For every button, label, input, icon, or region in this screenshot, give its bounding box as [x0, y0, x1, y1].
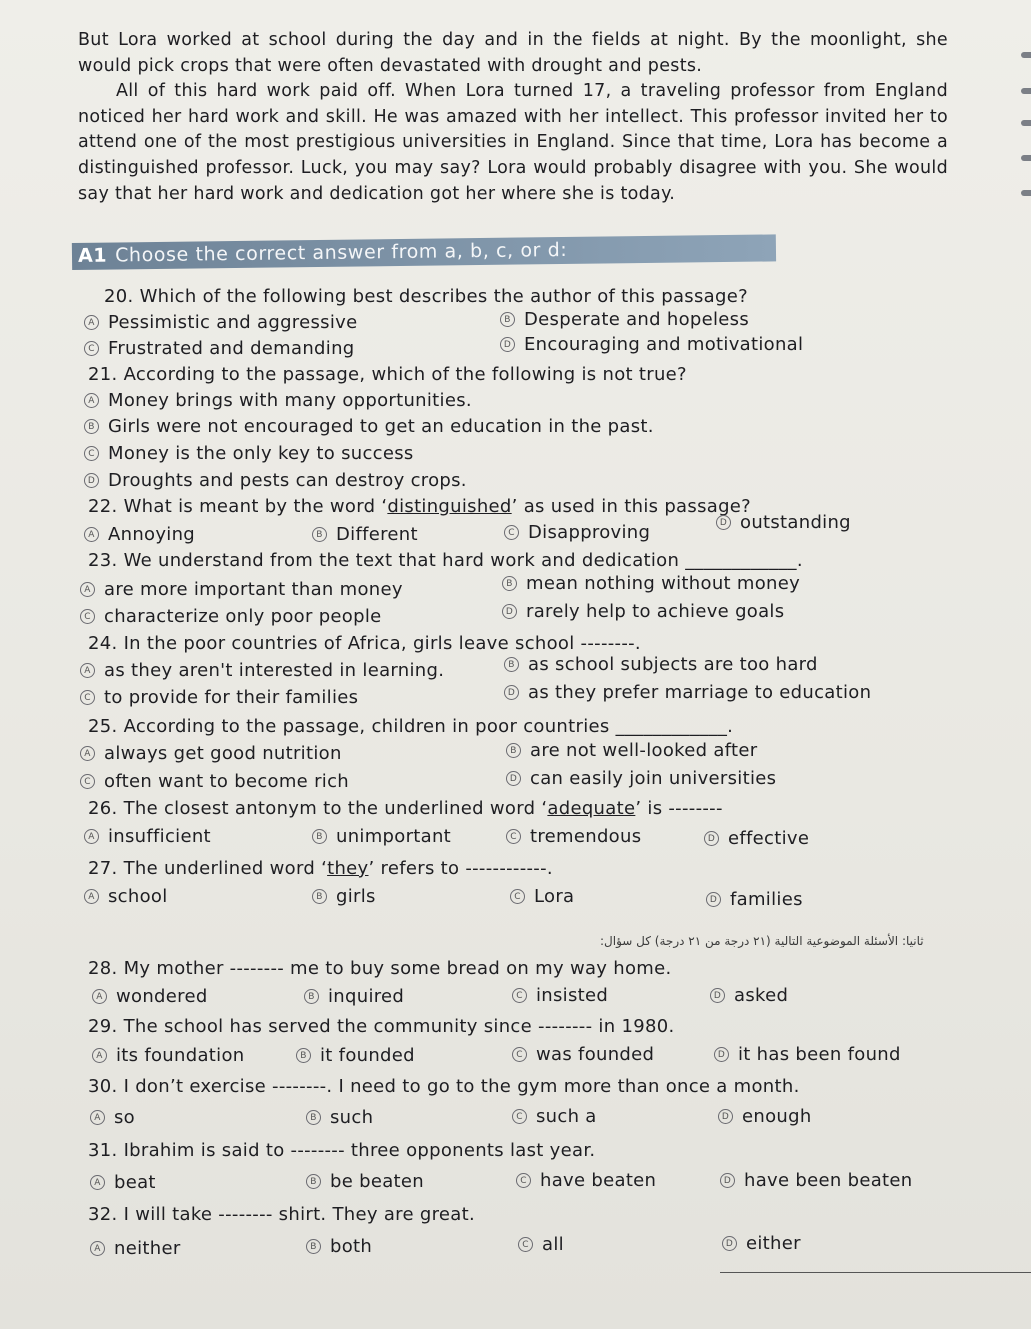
option-circle-icon: A [84, 527, 99, 542]
edge-mark [1021, 52, 1031, 58]
edge-mark [1021, 155, 1031, 161]
option-24-d[interactable]: D as they prefer marriage to education [504, 682, 871, 703]
option-27-b[interactable]: B girls [312, 886, 376, 907]
option-20-b[interactable]: B Desperate and hopeless [500, 309, 749, 330]
option-circle-icon: D [710, 988, 725, 1003]
option-26-c[interactable]: C tremendous [506, 826, 641, 847]
option-21-a[interactable]: A Money brings with many opportunities. [84, 390, 472, 411]
option-circle-icon: B [306, 1174, 321, 1189]
option-circle-icon: B [306, 1110, 321, 1125]
option-circle-icon: A [90, 1175, 105, 1190]
option-27-d[interactable]: D families [706, 889, 803, 910]
option-circle-icon: C [512, 1047, 527, 1062]
option-circle-icon: D [704, 831, 719, 846]
option-circle-icon: D [716, 515, 731, 530]
option-circle-icon: C [510, 889, 525, 904]
option-circle-icon: B [84, 419, 99, 434]
option-22-c[interactable]: C Disapproving [504, 522, 650, 543]
passage-paragraph-2: All of this hard work paid off. When Lora turned 17, a traveling professor from England noticed her hard work and skill. He was amazed with her intellect. This professor invited her to attend one of the most prestigious universities in England. Since that time, Lora has become a distinguished professor. Luck, you may say? Lora would probably disagree with you. She would say that her hard work and dedication got her where she is today. [78, 81, 948, 204]
option-circle-icon: B [296, 1048, 311, 1063]
edge-mark [1021, 120, 1031, 126]
reading-passage [78, 28, 948, 207]
question-26: 26. The closest antonym to the underlined word ‘adequate’ is -------- [88, 798, 723, 819]
option-24-c[interactable]: C to provide for their families [80, 687, 358, 708]
option-32-a[interactable]: A neither [90, 1238, 181, 1259]
option-circle-icon: C [504, 525, 519, 540]
question-21: 21. According to the passage, which of the following is not true? [88, 364, 687, 385]
option-20-a[interactable]: A Pessimistic and aggressive [84, 312, 357, 333]
edge-mark [1021, 88, 1031, 94]
option-circle-icon: A [90, 1241, 105, 1256]
option-31-a[interactable]: A beat [90, 1172, 156, 1193]
section-code: A1 [77, 244, 108, 267]
option-circle-icon: B [312, 889, 327, 904]
option-circle-icon: C [80, 690, 95, 705]
option-circle-icon: D [714, 1047, 729, 1062]
option-circle-icon: D [84, 473, 99, 488]
option-30-b[interactable]: B such [306, 1107, 373, 1128]
option-circle-icon: B [312, 527, 327, 542]
question-24: 24. In the poor countries of Africa, girls leave school --------. [88, 633, 641, 654]
option-circle-icon: A [80, 746, 95, 761]
option-circle-icon: B [500, 312, 515, 327]
option-circle-icon: A [84, 315, 99, 330]
option-20-c[interactable]: C Frustrated and demanding [84, 338, 355, 359]
option-31-d[interactable]: D have been beaten [720, 1170, 912, 1191]
option-circle-icon: D [706, 892, 721, 907]
option-27-c[interactable]: C Lora [510, 886, 574, 907]
question-28: 28. My mother -------- me to buy some bread on my way home. [88, 958, 672, 979]
option-circle-icon: A [84, 393, 99, 408]
option-30-d[interactable]: D enough [718, 1106, 812, 1127]
option-circle-icon: B [506, 743, 521, 758]
option-24-b[interactable]: B as school subjects are too hard [504, 654, 818, 675]
option-circle-icon: D [502, 604, 517, 619]
option-32-d[interactable]: D either [722, 1233, 801, 1254]
option-circle-icon: C [512, 1109, 527, 1124]
option-circle-icon: B [504, 657, 519, 672]
question-32: 32. I will take -------- shirt. They are great. [88, 1204, 475, 1225]
section-title: Choose the correct answer from a, b, c, or d: [114, 238, 568, 267]
option-28-b[interactable]: B inquired [304, 986, 404, 1007]
option-circle-icon: D [504, 685, 519, 700]
option-24-a[interactable]: A as they aren't interested in learning. [80, 660, 444, 681]
option-26-a[interactable]: A insufficient [84, 826, 211, 847]
option-22-a[interactable]: A Annoying [84, 524, 195, 545]
option-22-b[interactable]: B Different [312, 524, 418, 545]
question-30: 30. I don’t exercise --------. I need to go to the gym more than once a month. [88, 1076, 800, 1097]
option-23-c[interactable]: C characterize only poor people [80, 606, 382, 627]
option-25-b[interactable]: B are not well-looked after [506, 740, 757, 761]
question-23: 23. We understand from the text that hard work and dedication ____________. [88, 550, 803, 571]
option-23-d[interactable]: D rarely help to achieve goals [502, 601, 784, 622]
option-circle-icon: D [720, 1173, 735, 1188]
option-circle-icon: B [306, 1239, 321, 1254]
question-27: 27. The underlined word ‘they’ refers to ------------. [88, 858, 553, 879]
option-circle-icon: A [92, 989, 107, 1004]
option-21-b[interactable]: B Girls were not encouraged to get an education in the past. [84, 416, 654, 437]
edge-mark [1021, 190, 1031, 196]
option-circle-icon: A [92, 1048, 107, 1063]
option-circle-icon: B [304, 989, 319, 1004]
option-circle-icon: C [84, 446, 99, 461]
option-circle-icon: D [722, 1236, 737, 1251]
option-circle-icon: A [84, 829, 99, 844]
option-26-d[interactable]: D effective [704, 828, 809, 849]
bottom-divider [720, 1272, 1031, 1273]
option-23-a[interactable]: A are more important than money [80, 579, 403, 600]
option-31-c[interactable]: C have beaten [516, 1170, 656, 1191]
option-circle-icon: A [90, 1110, 105, 1125]
option-circle-icon: C [516, 1173, 531, 1188]
option-28-a[interactable]: A wondered [92, 986, 208, 1007]
option-circle-icon: B [312, 829, 327, 844]
option-circle-icon: D [500, 337, 515, 352]
option-circle-icon: C [518, 1237, 533, 1252]
underlined-word: adequate [547, 798, 636, 819]
option-circle-icon: C [80, 609, 95, 624]
option-circle-icon: C [512, 988, 527, 1003]
option-25-a[interactable]: A always get good nutrition [80, 743, 342, 764]
underlined-word: distinguished [387, 496, 512, 517]
passage-paragraph-1: But Lora worked at school during the day and in the fields at night. By the moonlight, she would pick crops that were often devastated with drought and pests. [78, 30, 948, 76]
option-32-b[interactable]: B both [306, 1236, 372, 1257]
option-30-a[interactable]: A so [90, 1107, 135, 1128]
option-circle-icon: B [502, 576, 517, 591]
option-23-b[interactable]: B mean nothing without money [502, 573, 800, 594]
option-circle-icon: A [80, 582, 95, 597]
question-22: 22. What is meant by the word ‘distinguished’ as used in this passage? [88, 496, 752, 517]
question-31: 31. Ibrahim is said to -------- three opponents last year. [88, 1140, 596, 1161]
question-20: 20. Which of the following best describes the author of this passage? [104, 286, 748, 307]
underlined-word: they [327, 858, 369, 879]
option-25-d[interactable]: D can easily join universities [506, 768, 776, 789]
option-circle-icon: C [80, 774, 95, 789]
option-circle-icon: A [84, 889, 99, 904]
option-circle-icon: C [84, 341, 99, 356]
question-25: 25. According to the passage, children in poor countries ____________. [88, 716, 734, 737]
option-29-b[interactable]: B it founded [296, 1045, 415, 1066]
option-circle-icon: A [80, 663, 95, 678]
option-30-c[interactable]: C such a [512, 1106, 597, 1127]
option-31-b[interactable]: B be beaten [306, 1171, 424, 1192]
option-21-c[interactable]: C Money is the only key to success [84, 443, 414, 464]
option-29-a[interactable]: A its foundation [92, 1045, 244, 1066]
option-25-c[interactable]: C often want to become rich [80, 771, 349, 792]
option-circle-icon: D [506, 771, 521, 786]
option-22-d[interactable]: D outstanding [716, 512, 851, 533]
arabic-section-heading: ثانيا: الأسئلة الموضوعية التالية (٢١ درجة من ٢١ درجة) كل سؤال: [600, 934, 924, 948]
option-28-c[interactable]: C insisted [512, 985, 608, 1006]
question-29: 29. The school has served the community since -------- in 1980. [88, 1016, 675, 1037]
option-29-c[interactable]: C was founded [512, 1044, 654, 1065]
section-banner [72, 234, 776, 270]
option-32-c[interactable]: C all [518, 1234, 564, 1255]
option-26-b[interactable]: B unimportant [312, 826, 451, 847]
option-circle-icon: D [718, 1109, 733, 1124]
option-29-d[interactable]: D it has been found [714, 1044, 901, 1065]
option-21-d[interactable]: D Droughts and pests can destroy crops. [84, 470, 467, 491]
option-circle-icon: C [506, 829, 521, 844]
option-28-d[interactable]: D asked [710, 985, 788, 1006]
option-27-a[interactable]: A school [84, 886, 168, 907]
option-20-d[interactable]: D Encouraging and motivational [500, 334, 803, 355]
